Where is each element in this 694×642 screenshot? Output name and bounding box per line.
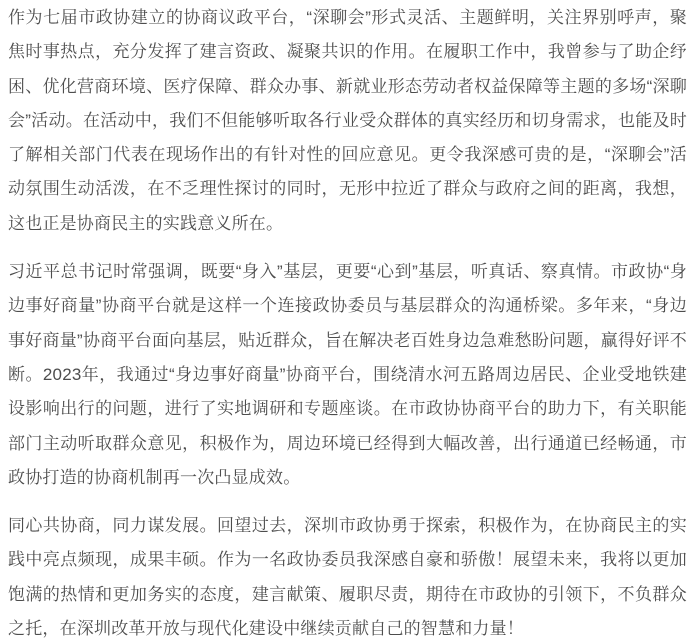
paragraph-shenbianshi-platform: 习近平总书记时常强调，既要“身入”基层，更要“心到”基层，听真话、察真情。市政协“身边事好商量”协商平台就是这样一个连接政协委员与基层群众的沟通桥梁。多年来，“身边事好商量”协商平台面向基层，贴近群众，旨在解决老百姓身边急难愁盼问题，赢得好评不断。2023年，我通过“身边事好商量”协商平台，围绕清水河五路周边居民、企业受地铁建设影响出行的问题，进行了实地调研和专题座谈。在市政协协商平台的助力下，有关职能部门主动听取群众意见，积极作为，周边环境已经得到大幅改善，出行通道已经畅通，市政协打造的协商机制再一次凸显成效。 bbox=[8, 262, 687, 487]
paragraph-shenliaohui: 作为七届市政协建立的协商议政平台，“深聊会”形式灵活、主题鲜明，关注界别呼声，聚焦时事热点，充分发挥了建言资政、凝聚共识的作用。在履职工作中，我曾参与了助企纾困、优化营商环境、医疗保障、群众办事、新就业形态劳动者权益保障等主题的多场“深聊会”活动。在活动中，我们不但能够听取各行业受众群体的真实经历和切身需求，也能及时了解相关部门代表在现场作出的有针对性的回应意见。更令我深感可贵的是，“深聊会”活动氛围生动活泼，在不乏理性探讨的同时，无形中拉近了群众与政府之间的距离，我想，这也正是协商民主的实践意义所在。 bbox=[8, 8, 687, 233]
article-body bbox=[8, 1, 687, 642]
paragraph-conclusion: 同心共协商，同力谋发展。回望过去，深圳市政协勇于探索，积极作为，在协商民主的实践中亮点频现，成果丰硕。作为一名政协委员我深感自豪和骄傲！展望未来，我将以更加饱满的热情和更加务实的态度，建言献策、履职尽责，期待在市政协的引领下，不负群众之托，在深圳改革开放与现代化建设中继续贡献自己的智慧和力量！ bbox=[8, 516, 687, 639]
